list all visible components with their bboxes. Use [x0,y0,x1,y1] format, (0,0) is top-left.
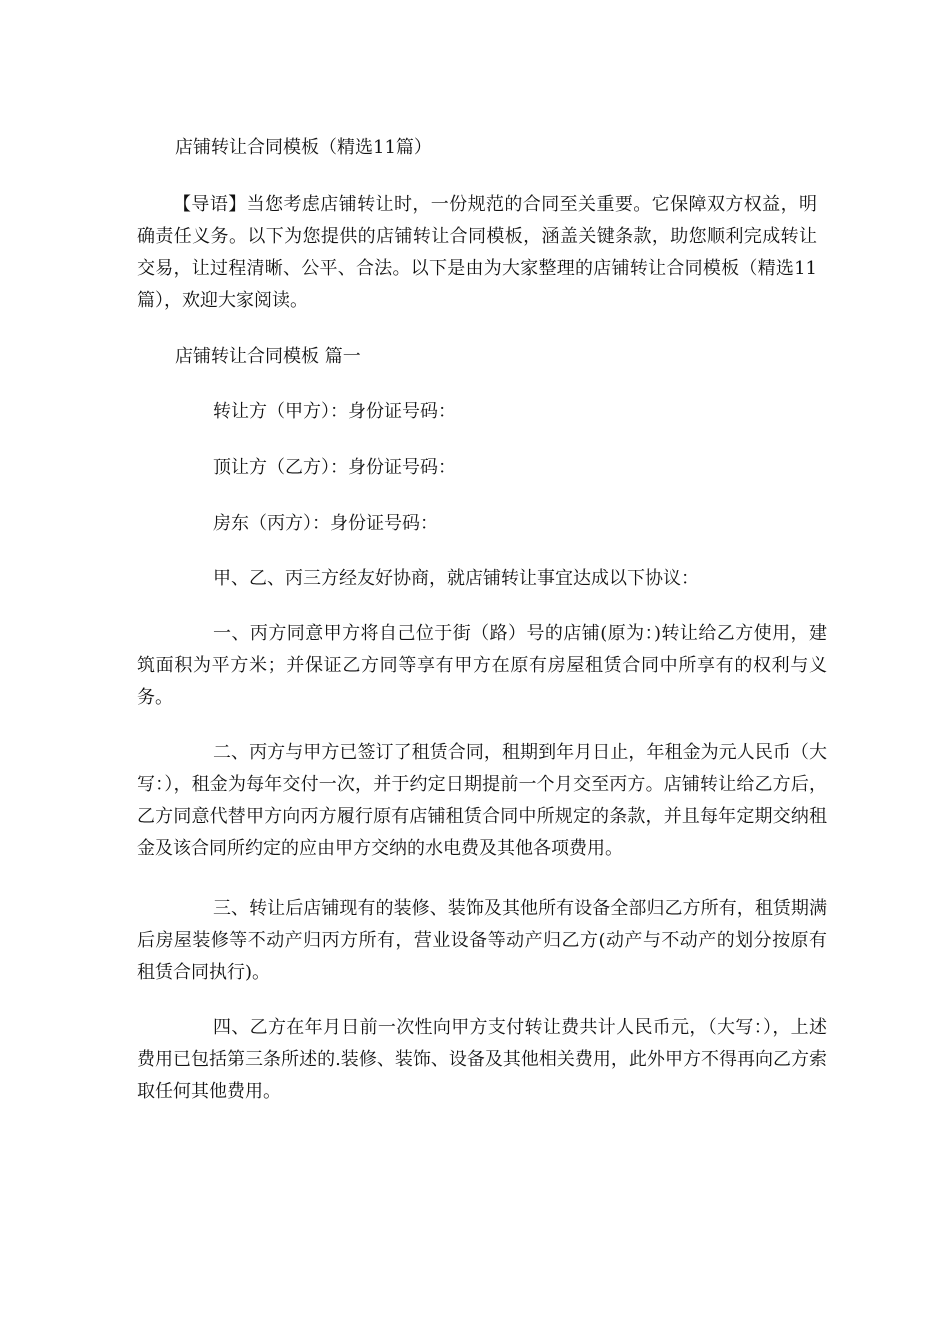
document-title: 店铺转让合同模板（精选11篇） [175,137,432,158]
party-a-line: 转让方（甲方）：身份证号码： [213,401,456,422]
section-heading: 店铺转让合同模板 篇一 [175,346,361,367]
clause-1: 一、丙方同意甲方将自己位于街（路）号的店铺(原为：)转让给乙方使用，建筑面积为平方米；并保证乙方同等享有甲方在原有房屋租赁合同中所享有的权利与义务。 [137,623,827,708]
clause-4: 四、乙方在年月日前一次性向甲方支付转让费共计人民币元，（大写：），上述费用已包括第三条所述的.装修、装饰、设备及其他相关费用，此外甲方不得再向乙方索取任何其他费用。 [137,1017,827,1102]
party-c-line: 房东（丙方）：身份证号码： [213,513,438,534]
agreement-intro: 甲、乙、丙三方经友好协商，就店铺转让事宜达成以下协议： [213,568,699,589]
clause-3: 三、转让后店铺现有的装修、装饰及其他所有设备全部归乙方所有，租赁期满后房屋装修等不动产归丙方所有，营业设备等动产归乙方(动产与不动产的划分按原有租赁合同执行)。 [137,898,827,983]
intro-paragraph: 【导语】当您考虑店铺转让时，一份规范的合同至关重要。它保障双方权益，明确责任义务。以下为您提供的店铺转让合同模板，涵盖关键条款，助您顺利完成转让交易，让过程清晰、公平、合法。以下是由为大家整理的店铺转让合同模板（精选11篇），欢迎大家阅读。 [137,194,817,311]
clause-2: 二、丙方与甲方已签订了租赁合同，租期到年月日止，年租金为元人民币（大写：），租金为每年交付一次，并于约定日期提前一个月交至丙方。店铺转让给乙方后，乙方同意代替甲方向丙方履行原有店铺租赁合同中所规定的条款，并且每年定期交纳租金及该合同所约定的应由甲方交纳的水电费及其他各项费用。 [137,742,827,859]
party-b-line: 顶让方（乙方）：身份证号码： [213,457,456,478]
